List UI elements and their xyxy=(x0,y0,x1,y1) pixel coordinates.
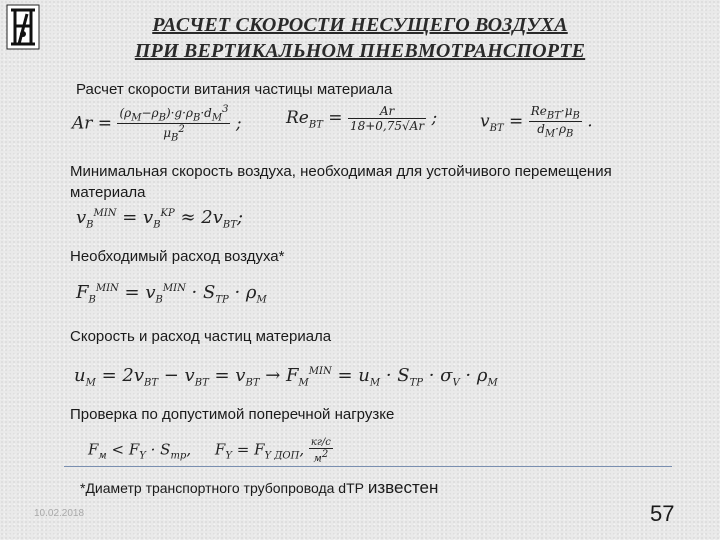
formula-load-check: $F_м < F_Y \cdot S_{тр}$, $F_Y = F_{Y ДОП}$, $\frac{кг/с}{м^2}$ xyxy=(88,437,331,465)
page-number: 57 xyxy=(650,501,675,526)
formula-archimedes: Ar = $\frac{(\rho_M-\rho_B)\cdot g\cdot\rho_B\cdot d_M^3}{\mu_B^2}$ ; xyxy=(72,104,242,144)
section-heading-settling-velocity: Расчет скорости витания частицы материала xyxy=(76,81,393,98)
formula-air-flow: $F_B^{MIN} = v_B^{MIN} \cdot S_{TP} \cdot \rho_M$ xyxy=(76,282,267,306)
page-title-line2: ПРИ ВЕРТИКАЛЬНОМ ПНЕВМОТРАНСПОРТЕ xyxy=(134,40,586,62)
formula-settling-velocity: $v_{BT}$ = $\frac{Re_{BT}\cdot\mu_B}{d_M\cdot\rho_B}$ . xyxy=(480,104,593,140)
slide-date: 10.02.2018 xyxy=(34,508,85,519)
logo-icon xyxy=(6,4,40,50)
section-heading-min-velocity: Минимальная скорость воздуха, необходимая для устойчивого перемещения xyxy=(70,163,612,180)
footnote-text: *Диаметр транспортного трубопровода dТР xyxy=(80,480,364,496)
page-title-line1: РАСЧЕТ СКОРОСТИ НЕСУЩЕГО ВОЗДУХА xyxy=(152,14,568,36)
section-heading-particle-velocity: Скорость и расход частиц материала xyxy=(70,328,332,345)
section-heading-load-check: Проверка по допустимой поперечной нагрузке xyxy=(70,406,395,423)
footnote-divider xyxy=(64,466,672,467)
formula-reynolds: $Re_{BT}$ = $\frac{Ar}{18+0,75√Ar}$ ; xyxy=(286,104,438,133)
section-heading-min-velocity-cont: материала xyxy=(70,184,146,201)
section-heading-air-flow: Необходимый расход воздуха* xyxy=(70,248,285,265)
footnote xyxy=(80,478,438,498)
formula-particle-flow: $u_M = 2v_{BT} - v_{BT} = v_{BT} \to F_M^{MIN} = u_M \cdot S_{TP} \cdot \sigma_V \cdot \rho_M$ xyxy=(74,365,498,389)
formula-min-air-velocity: $v_B^{MIN} = v_B^{KP} \approx 2v_{BT}$; xyxy=(76,207,244,231)
footnote-tail: известен xyxy=(367,478,439,497)
